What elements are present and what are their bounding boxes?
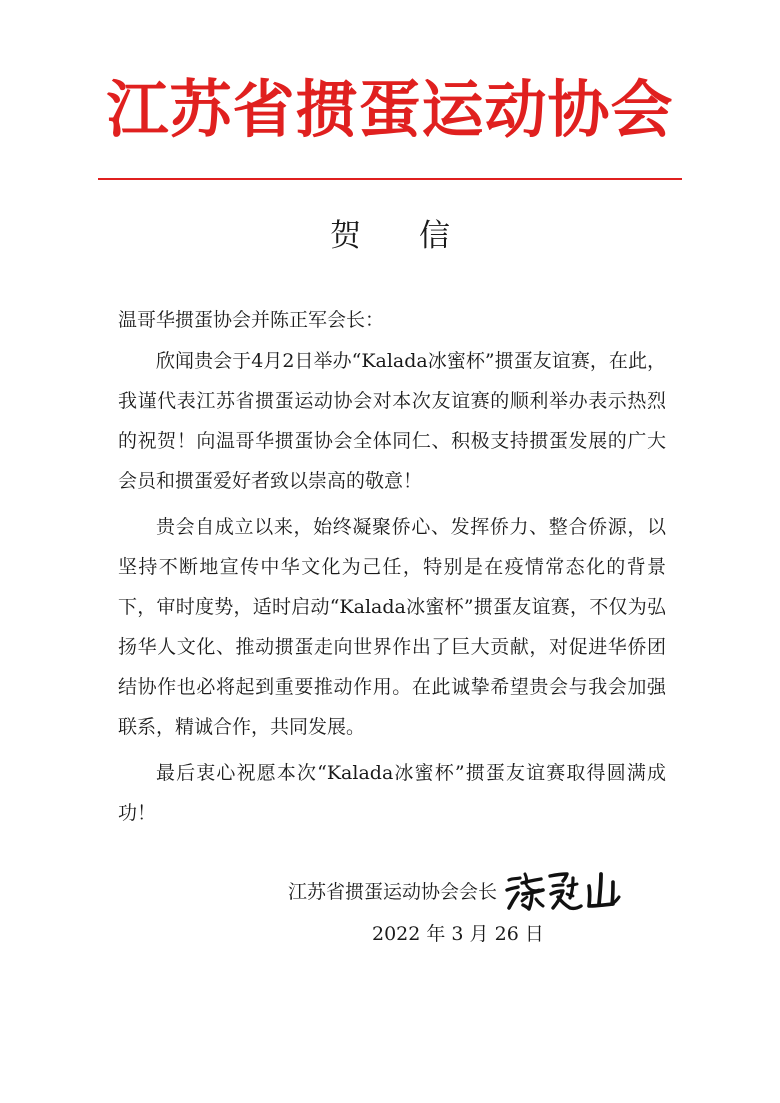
body-paragraph-3: 最后衷心祝愿本次“Kalada冰蜜杯”掼蛋友谊赛取得圆满成功！	[118, 762, 666, 824]
letter-title-char-2: 信	[419, 218, 450, 254]
letterhead-divider	[98, 178, 682, 180]
letter-title-char-1: 贺	[330, 218, 361, 254]
signature-block	[288, 866, 688, 918]
salutation: 温哥华掼蛋协会并陈正军会长：	[118, 309, 385, 331]
signatory-row	[288, 866, 688, 918]
body-paragraph-1: 欣闻贵会于4月2日举办“Kalada冰蜜杯”掼蛋友谊赛，在此，我谨代表江苏省掼蛋运动协会对本次友谊赛的顺利举办表示热烈的祝贺！向温哥华掼蛋协会全体同仁、积极支持掼蛋发展的广大会员和掼蛋爱好者致以崇高的敬意！	[118, 350, 666, 492]
signatory-title: 江苏省掼蛋运动协会会长	[288, 881, 498, 903]
body-paragraph-2: 贵会自成立以来，始终凝聚侨心、发挥侨力、整合侨源，以坚持不断地宣传中华文化为己任，特别是在疫情常态化的背景下，审时度势，适时启动“Kalada冰蜜杯”掼蛋友谊赛，不仅为弘扬华人文化、推动掼蛋走向世界作出了巨大贡献，对促进华侨团结协作也必将起到重要推动作用。在此诚挚希望贵会与我会加强联系，精诚合作，共同发展。	[118, 516, 666, 738]
handwritten-signature	[503, 866, 623, 918]
letter-date: 2022 年 3 月 26 日	[372, 923, 544, 945]
letter-body	[118, 300, 666, 833]
organization-letterhead: 江苏省掼蛋运动协会	[106, 73, 674, 146]
letter-title	[0, 214, 780, 258]
